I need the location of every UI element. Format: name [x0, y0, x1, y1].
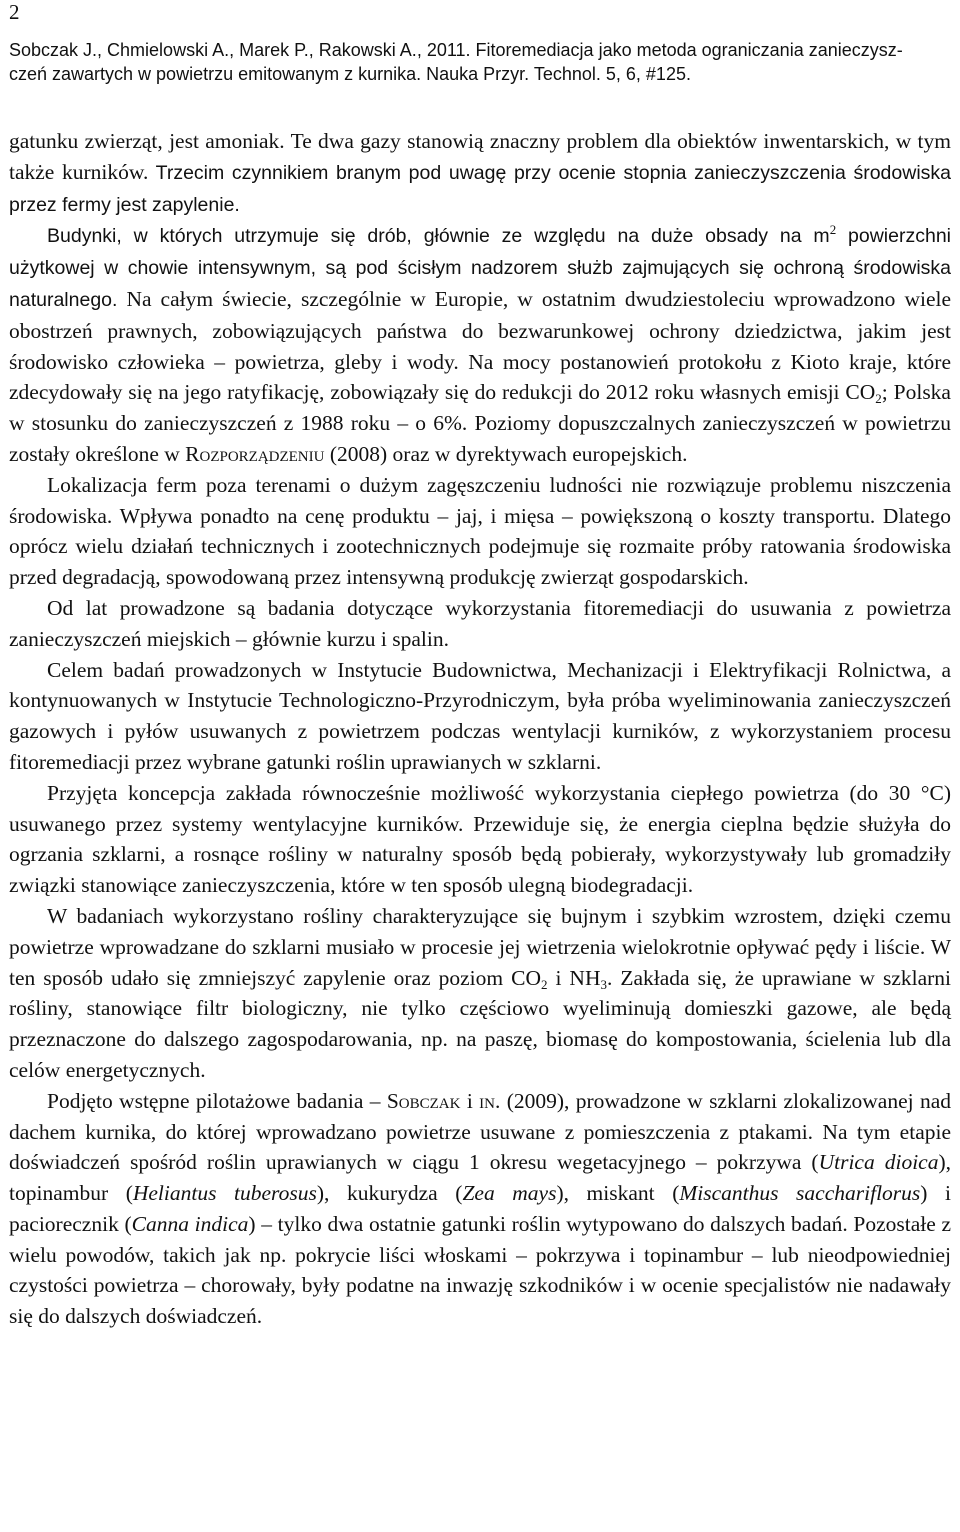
text-run: (2008) oraz w dyrektywach europejskich. — [324, 441, 688, 466]
small-caps-ref: Rozporządzeniu — [185, 441, 325, 466]
text-run: . Zakłada się, że uprawiane w szklarni rośliny, stanowiące filtr biologiczny, nie tylko częściowo wyeliminują domieszki gazowe, ale będą przeznaczone do dalszego zagospodarowania, np. na paszę, biomasę do kompostowania, ścielenia lub dla celów energetycznych. — [9, 965, 952, 1082]
species-name: Utrica dioica — [818, 1150, 939, 1175]
superscript: 2 — [829, 222, 837, 238]
subscript: 3 — [600, 976, 607, 992]
paragraph — [9, 1086, 951, 1332]
text-run: (2009), prowadzone w szklarni zlokalizowanej nad dachem kurnika, do której wprowadzano powietrze usuwane z pomieszczenia z ptakami. Na tym etapie doświadczeń spośród roślin uprawianych w ciągu 1 okresu wegetacyjnego – pokrzywa ( — [9, 1088, 952, 1175]
text-run: Na całym świecie, szczególnie w Europie, w ostatnim dwudziestoleciu wprowadzono wiele obostrzeń prawnych, zobowiązujących państwa do bezwarunkowej ochrony dziedzictwa, jakim jest środowisko człowieka – powietrza, gleby i wody. Na mocy postanowień protokołu z Kioto kraje, które zdecydowały się na jego ratyfikację, zobowiązały się do redukcji do 2012 roku własnych emisji CO — [9, 286, 951, 405]
subscript: 2 — [875, 391, 882, 407]
paragraph: Od lat prowadzone są badania dotyczące wykorzystania fitoremediacji do usuwania z powietrza zanieczyszczeń miejskich – głównie kurzu i spalin. — [9, 595, 951, 651]
subscript: 2 — [540, 976, 548, 992]
text-run: i NH — [547, 965, 601, 990]
text-run: Budynki, w których utrzymuje się drób, głównie ze względu na duże obsady na m — [47, 225, 830, 248]
paragraph: Celem badań prowadzonych w Instytucie Budownictwa, Mechanizacji i Elektryfikacji Rolnictwa, a kontynuowanych w Instytucie Technologiczno-Przyrodniczym, była próba wyeliminowania zanieczyszczeń gazowych i pyłów usuwanych z powietrzem podczas wentylacji kurników, z wykorzystaniem procesu fitoremediacji przez wybrane gatunki roślin uprawianych w szklarni. — [9, 657, 951, 774]
paragraph — [9, 220, 951, 469]
paragraph: Przyjęta koncepcja zakłada równocześnie możliwość wykorzystania ciepłego powietrza (do 30 °C) usuwanego przez systemy wentylacyjne kurników. Przewiduje się, że energia cieplna będzie służyła do ogrzania szklarni, a rosnące rośliny w naturalny sposób będą pobierały, wykorzystywały lub gromadziły związki stanowiące zanieczyszczenia, które w ten sposób ulegną biodegradacji. — [9, 780, 951, 898]
article-body — [9, 126, 951, 1332]
paragraph: Lokalizacja ferm poza terenami o dużym zagęszczeniu ludności nie rozwiązuje problemu niszczenia środowiska. Wpływa ponadto na cenę produktu – jaj, i mięsa – powiększoną o koszty transportu. Dlatego oprócz wielu działań technicznych i zootechnicznych podejmuje się rozmaite próby ratowania środowiska przed degradacją, spowodowaną przez intensywną produkcję zwierząt gospodarskich. — [9, 472, 951, 590]
citation-header — [9, 38, 949, 86]
species-name: Zea mays — [462, 1181, 557, 1206]
citation-line: czeń zawartych w powietrzu emitowanym z kurnika. Nauka Przyr. Technol. 5, 6, #125. — [9, 64, 691, 84]
text-run: ), kukurydza ( — [316, 1181, 463, 1206]
text-run: powierzchni użytkowej w chowie intensywnym, są pod ścisłym nadzorem służb zajmujących się ochroną środowiska naturalnego. — [9, 225, 951, 311]
small-caps-ref: Sobczak — [386, 1088, 461, 1113]
page-number: 2 — [9, 0, 20, 24]
small-caps-ref: in. — [479, 1088, 501, 1113]
citation-line: Sobczak J., Chmielowski A., Marek P., Rakowski A., 2011. Fitoremediacja jako metoda ograniczania zanieczysz- — [9, 40, 903, 60]
text-run: gatunku zwierząt, jest amoniak. Te dwa gazy stanowią znaczny problem dla obiektów inwentarskich, w tym także kurników. — [9, 129, 951, 184]
text-run: Podjęto wstępne pilotażowe badania – — [47, 1088, 387, 1113]
species-name: Miscanthus sacchariflorus — [679, 1181, 921, 1206]
paragraph — [9, 901, 951, 1086]
text-run: i — [460, 1088, 480, 1113]
text-run: ) – tylko dwa ostatnie gatunki roślin wytypowano do dalszych badań. Pozostałe z wielu powodów, takich jak np. pokrycie liści włoskami – pokrzywa i topinambur – lub nieodpowiedniej czystości powietrza – chorowały, były podatne na inwazję szkodników i w ocenie specjalistów nie nadawały się do dalszych doświadczeń. — [9, 1211, 951, 1329]
text-run: Trzecim czynnikiem branym pod uwagę przy ocenie stopnia zanieczyszczenia środowiska przez fermy jest zapylenie. — [9, 161, 952, 216]
species-name: Canna indica — [131, 1211, 249, 1236]
text-run: ; Polska w stosunku do zanieczyszczeń z 1988 roku – o 6%. Poziomy dopuszczalnych zanieczyszczeń w powietrzu zostały określone w — [9, 380, 951, 466]
species-name: Heliantus tuberosus — [132, 1181, 317, 1206]
paragraph — [9, 126, 951, 220]
text-run: W badaniach wykorzystano rośliny charakteryzujące się bujnym i szybkim wzrostem, dzięki czemu powietrze wprowadzane do szklarni musiało w procesie jej wietrzenia wielokrotnie opływać pędy i liście. W ten sposób udało się zmniejszyć zapylenie oraz poziom CO — [9, 903, 951, 990]
text-run: ), miskant ( — [556, 1181, 680, 1206]
text-run: ) i paciorecznik ( — [9, 1181, 951, 1236]
text-run: ), topinambur ( — [9, 1150, 952, 1206]
